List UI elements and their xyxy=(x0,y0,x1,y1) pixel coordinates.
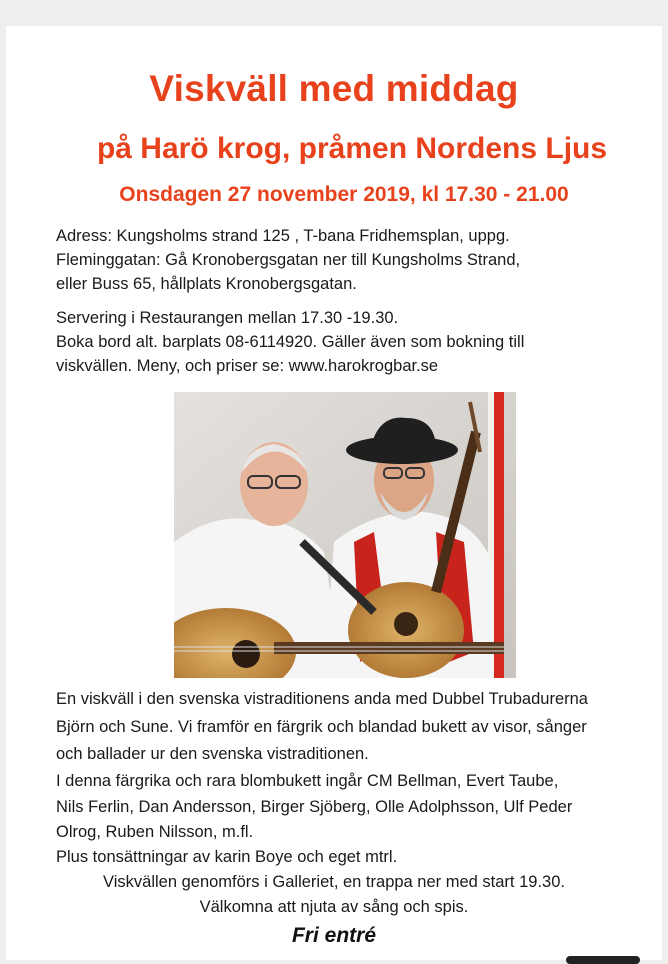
artists-line: I denna färgrika och rara blombukett ingår CM Bellman, Evert Taube, xyxy=(56,772,559,790)
event-title: Viskväll med middag xyxy=(149,68,519,109)
intro-line: En viskväll i den svenska vistraditionens anda med Dubbel Trubadurerna xyxy=(56,690,588,708)
address-line: eller Buss 65, hållplats Kronobergsgatan. xyxy=(56,275,357,293)
home-indicator xyxy=(566,956,640,964)
musicians-photo xyxy=(174,392,516,678)
address-line: Adress: Kungsholms strand 125 , T-bana Fridhemsplan, uppg. xyxy=(56,227,510,245)
serving-line: Servering i Restaurangen mellan 17.30 -19.30. xyxy=(56,309,399,327)
intro-line: Björn och Sune. Vi framför en färgrik och blandad bukett av visor, sånger xyxy=(56,718,587,736)
closing-line: Välkomna att njuta av sång och spis. xyxy=(199,898,469,916)
event-subtitle: på Harö krog, pråmen Nordens Ljus xyxy=(96,132,608,165)
serving-line: viskvällen. Meny, och priser se: www.harokrogbar.se xyxy=(56,357,439,375)
artists-line: Olrog, Ruben Nilsson, m.fl. xyxy=(56,823,254,841)
intro-line: och ballader ur den svenska vistraditionen. xyxy=(56,745,369,763)
artists-line: Plus tonsättningar av karin Boye och eget mtrl. xyxy=(56,848,398,866)
free-entry: Fri entré xyxy=(291,924,377,947)
serving-line: Boka bord alt. barplats 08-6114920. Gäller även som bokning till xyxy=(56,333,525,351)
artists-line: Nils Ferlin, Dan Andersson, Birger Sjöberg, Olle Adolphsson, Ulf Peder xyxy=(56,798,573,816)
address-line: Fleminggatan: Gå Kronobergsgatan ner till Kungsholms Strand, xyxy=(56,251,521,269)
closing-line: Viskvällen genomförs i Galleriet, en trappa ner med start 19.30. xyxy=(103,873,565,891)
event-date: Onsdagen 27 november 2019, kl 17.30 - 21.00 xyxy=(119,183,569,206)
